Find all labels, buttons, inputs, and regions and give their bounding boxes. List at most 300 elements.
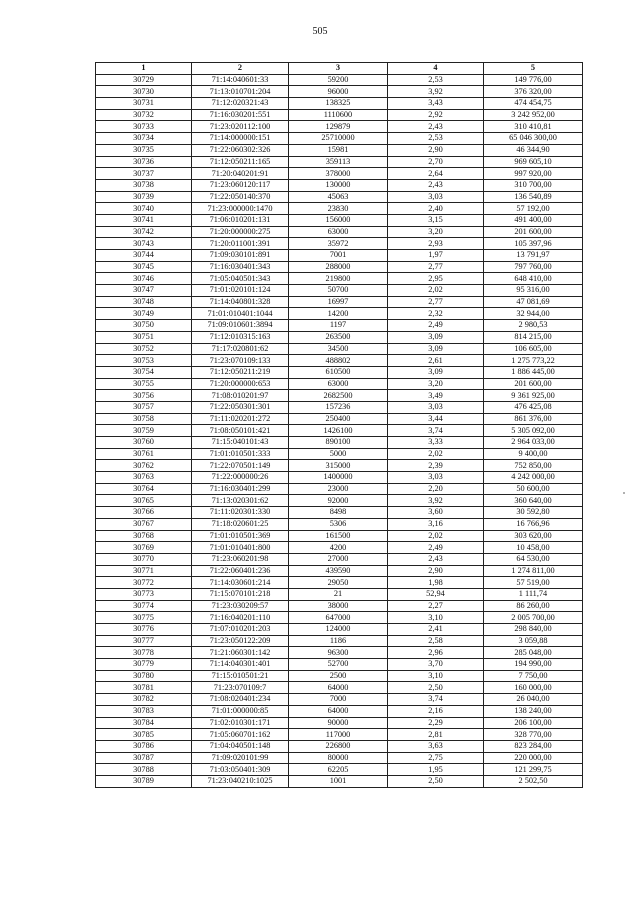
table-cell-col1: 30761 xyxy=(96,448,192,460)
table-cell-col4: 2,40 xyxy=(388,203,484,215)
table-cell-col1: 30738 xyxy=(96,179,192,191)
table-cell-col2: 71:22:070501:149 xyxy=(192,460,289,472)
table-cell-col3: 226800 xyxy=(289,740,388,752)
table-row xyxy=(96,577,583,589)
table-cell-col1: 30767 xyxy=(96,518,192,530)
table-cell-col3: 63000 xyxy=(289,378,388,390)
table-cell-col4: 3,09 xyxy=(388,331,484,343)
table-cell-col2: 71:23:060120:117 xyxy=(192,179,289,191)
table-cell-col4: 2,95 xyxy=(388,273,484,285)
table-cell-col2: 71:22:050301:301 xyxy=(192,401,289,413)
table-cell-col5: 136 540,89 xyxy=(484,191,583,203)
table-cell-col4: 2,75 xyxy=(388,752,484,764)
table-row xyxy=(96,109,583,121)
table-cell-col1: 30748 xyxy=(96,296,192,308)
table-cell-col2: 71:22:060302:326 xyxy=(192,144,289,156)
table-row xyxy=(96,331,583,343)
table-row xyxy=(96,378,583,390)
table-cell-col4: 3,92 xyxy=(388,495,484,507)
table-cell-col4: 3,20 xyxy=(388,378,484,390)
table-cell-col3: 80000 xyxy=(289,752,388,764)
table-cell-col5: 298 840,00 xyxy=(484,624,583,636)
table-cell-col2: 71:22:000000:26 xyxy=(192,472,289,484)
table-cell-col1: 30780 xyxy=(96,670,192,682)
table-cell-col5: 46 344,90 xyxy=(484,144,583,156)
table-cell-col5: 491 400,00 xyxy=(484,214,583,226)
table-body xyxy=(96,74,583,787)
data-table xyxy=(95,62,583,788)
table-cell-col3: 52700 xyxy=(289,659,388,671)
table-cell-col4: 3,74 xyxy=(388,425,484,437)
table-cell-col4: 2,90 xyxy=(388,144,484,156)
table-cell-col2: 71:14:000000:151 xyxy=(192,133,289,145)
table-row xyxy=(96,355,583,367)
table-cell-col5: 303 620,00 xyxy=(484,530,583,542)
table-cell-col2: 71:23:070109:133 xyxy=(192,355,289,367)
table-cell-col5: 360 640,00 xyxy=(484,495,583,507)
table-row xyxy=(96,98,583,110)
scan-speck xyxy=(623,492,625,494)
table-cell-col2: 71:20:000000:653 xyxy=(192,378,289,390)
table-cell-col4: 2,77 xyxy=(388,296,484,308)
table-row xyxy=(96,495,583,507)
table-cell-col5: 474 454,75 xyxy=(484,98,583,110)
table-cell-col1: 30771 xyxy=(96,565,192,577)
table-cell-col2: 71:08:050101:421 xyxy=(192,425,289,437)
table-cell-col3: 50700 xyxy=(289,285,388,297)
column-header-3: 3 xyxy=(289,63,388,75)
table-cell-col5: 328 770,00 xyxy=(484,729,583,741)
table-cell-col2: 71:05:060701:162 xyxy=(192,729,289,741)
table-cell-col2: 71:15:040101:43 xyxy=(192,437,289,449)
table-cell-col4: 2,64 xyxy=(388,168,484,180)
table-row xyxy=(96,460,583,472)
table-cell-col2: 71:11:020201:272 xyxy=(192,413,289,425)
table-cell-col4: 2,53 xyxy=(388,74,484,86)
table-cell-col5: 13 791,97 xyxy=(484,250,583,262)
table-cell-col1: 30760 xyxy=(96,437,192,449)
table-cell-col5: 2 980,53 xyxy=(484,320,583,332)
table-cell-col4: 2,02 xyxy=(388,530,484,542)
table-row xyxy=(96,226,583,238)
table-cell-col3: 90000 xyxy=(289,717,388,729)
table-row xyxy=(96,717,583,729)
table-cell-col5: 194 990,00 xyxy=(484,659,583,671)
table-cell-col4: 3,10 xyxy=(388,612,484,624)
table-cell-col2: 71:18:020601:25 xyxy=(192,518,289,530)
table-row xyxy=(96,670,583,682)
header-row xyxy=(96,63,583,75)
table-cell-col2: 71:22:060401:236 xyxy=(192,565,289,577)
table-cell-col5: 2 005 700,00 xyxy=(484,612,583,624)
table-row xyxy=(96,74,583,86)
table-cell-col2: 71:20:011001:391 xyxy=(192,238,289,250)
table-cell-col3: 1400000 xyxy=(289,472,388,484)
table-cell-col2: 71:14:030601:214 xyxy=(192,577,289,589)
table-cell-col3: 1110600 xyxy=(289,109,388,121)
table-cell-col1: 30772 xyxy=(96,577,192,589)
column-header-2: 2 xyxy=(192,63,289,75)
table-row xyxy=(96,682,583,694)
table-cell-col4: 2,92 xyxy=(388,109,484,121)
table-cell-col1: 30778 xyxy=(96,647,192,659)
table-row xyxy=(96,483,583,495)
table-cell-col3: 64000 xyxy=(289,705,388,717)
table-cell-col3: 27000 xyxy=(289,553,388,565)
table-cell-col1: 30757 xyxy=(96,401,192,413)
table-cell-col4: 1,98 xyxy=(388,577,484,589)
table-cell-col1: 30749 xyxy=(96,308,192,320)
table-cell-col5: 64 530,00 xyxy=(484,553,583,565)
table-cell-col2: 71:15:010501:21 xyxy=(192,670,289,682)
table-cell-col2: 71:16:030201:551 xyxy=(192,109,289,121)
table-cell-col3: 5000 xyxy=(289,448,388,460)
table-cell-col3: 647000 xyxy=(289,612,388,624)
table-row xyxy=(96,472,583,484)
table-cell-col5: 16 766,96 xyxy=(484,518,583,530)
table-cell-col2: 71:20:040201:91 xyxy=(192,168,289,180)
table-cell-col2: 71:01:010401:800 xyxy=(192,542,289,554)
table-cell-col2: 71:14:040601:33 xyxy=(192,74,289,86)
table-row xyxy=(96,752,583,764)
table-row xyxy=(96,156,583,168)
table-cell-col2: 71:09:020101:99 xyxy=(192,752,289,764)
table-cell-col5: 65 046 300,00 xyxy=(484,133,583,145)
table-cell-col1: 30732 xyxy=(96,109,192,121)
table-row xyxy=(96,343,583,355)
table-cell-col3: 250400 xyxy=(289,413,388,425)
table-cell-col3: 59200 xyxy=(289,74,388,86)
table-cell-col3: 14200 xyxy=(289,308,388,320)
table-cell-col4: 2,02 xyxy=(388,448,484,460)
column-header-1: 1 xyxy=(96,63,192,75)
table-cell-col4: 1,95 xyxy=(388,764,484,776)
table-row xyxy=(96,624,583,636)
table-row xyxy=(96,214,583,226)
table-cell-col2: 71:04:040501:148 xyxy=(192,740,289,752)
table-row xyxy=(96,144,583,156)
table-cell-col4: 2,96 xyxy=(388,647,484,659)
table-cell-col1: 30754 xyxy=(96,366,192,378)
table-cell-col4: 3,44 xyxy=(388,413,484,425)
table-cell-col2: 71:12:020321:43 xyxy=(192,98,289,110)
table-cell-col1: 30737 xyxy=(96,168,192,180)
table-row xyxy=(96,285,583,297)
table-cell-col2: 71:07:010201:203 xyxy=(192,624,289,636)
table-cell-col5: 1 274 811,00 xyxy=(484,565,583,577)
table-row xyxy=(96,507,583,519)
table-row xyxy=(96,308,583,320)
table-cell-col2: 71:17:020801:62 xyxy=(192,343,289,355)
table-cell-col1: 30785 xyxy=(96,729,192,741)
table-cell-col5: 648 410,00 xyxy=(484,273,583,285)
table-row xyxy=(96,729,583,741)
table-cell-col1: 30776 xyxy=(96,624,192,636)
table-cell-col2: 71:15:070101:218 xyxy=(192,588,289,600)
table-cell-col3: 1186 xyxy=(289,635,388,647)
table-cell-col4: 1,97 xyxy=(388,250,484,262)
table-cell-col1: 30779 xyxy=(96,659,192,671)
table-cell-col5: 4 242 000,00 xyxy=(484,472,583,484)
table-cell-col5: 138 240,00 xyxy=(484,705,583,717)
table-cell-col5: 57 519,00 xyxy=(484,577,583,589)
table-cell-col3: 23830 xyxy=(289,203,388,215)
table-cell-col2: 71:01:010501:333 xyxy=(192,448,289,460)
table-row xyxy=(96,401,583,413)
table-cell-col4: 2,43 xyxy=(388,121,484,133)
table-cell-col4: 52,94 xyxy=(388,588,484,600)
table-cell-col3: 161500 xyxy=(289,530,388,542)
table-cell-col5: 310 410,81 xyxy=(484,121,583,133)
table-cell-col2: 71:23:020112:100 xyxy=(192,121,289,133)
table-cell-col1: 30743 xyxy=(96,238,192,250)
table-cell-col1: 30730 xyxy=(96,86,192,98)
table-cell-col3: 25710000 xyxy=(289,133,388,145)
table-cell-col4: 2,41 xyxy=(388,624,484,636)
table-cell-col2: 71:03:050401:309 xyxy=(192,764,289,776)
table-cell-col3: 7000 xyxy=(289,694,388,706)
table-cell-col5: 30 592,80 xyxy=(484,507,583,519)
table-cell-col3: 15981 xyxy=(289,144,388,156)
table-cell-col2: 71:23:070109:7 xyxy=(192,682,289,694)
table-cell-col1: 30782 xyxy=(96,694,192,706)
table-cell-col1: 30752 xyxy=(96,343,192,355)
table-cell-col4: 2,27 xyxy=(388,600,484,612)
table-row xyxy=(96,612,583,624)
table-cell-col1: 30777 xyxy=(96,635,192,647)
table-cell-col4: 2,32 xyxy=(388,308,484,320)
table-cell-col3: 2500 xyxy=(289,670,388,682)
table-row xyxy=(96,635,583,647)
table-cell-col3: 890100 xyxy=(289,437,388,449)
table-cell-col1: 30744 xyxy=(96,250,192,262)
table-cell-col2: 71:08:010201:97 xyxy=(192,390,289,402)
table-cell-col5: 26 040,00 xyxy=(484,694,583,706)
table-cell-col5: 9 400,00 xyxy=(484,448,583,460)
table-cell-col4: 2,20 xyxy=(388,483,484,495)
table-cell-col4: 2,29 xyxy=(388,717,484,729)
table-cell-col1: 30742 xyxy=(96,226,192,238)
table-cell-col4: 3,09 xyxy=(388,343,484,355)
table-row xyxy=(96,261,583,273)
table-cell-col1: 30762 xyxy=(96,460,192,472)
table-row xyxy=(96,565,583,577)
table-cell-col2: 71:23:060201:98 xyxy=(192,553,289,565)
table-cell-col2: 71:13:010701:204 xyxy=(192,86,289,98)
table-cell-col2: 71:12:050211:219 xyxy=(192,366,289,378)
table-cell-col5: 105 397,96 xyxy=(484,238,583,250)
table-cell-col3: 610500 xyxy=(289,366,388,378)
table-row xyxy=(96,588,583,600)
table-cell-col1: 30759 xyxy=(96,425,192,437)
table-cell-col1: 30750 xyxy=(96,320,192,332)
table-cell-col3: 130000 xyxy=(289,179,388,191)
table-cell-col2: 71:22:050140:370 xyxy=(192,191,289,203)
table-cell-col5: 5 305 092,00 xyxy=(484,425,583,437)
table-cell-col2: 71:20:000000:275 xyxy=(192,226,289,238)
table-cell-col3: 63000 xyxy=(289,226,388,238)
table-row xyxy=(96,413,583,425)
table-cell-col3: 219800 xyxy=(289,273,388,285)
table-cell-col2: 71:01:010501:369 xyxy=(192,530,289,542)
table-cell-col1: 30784 xyxy=(96,717,192,729)
table-cell-col1: 30770 xyxy=(96,553,192,565)
table-cell-col4: 2,53 xyxy=(388,133,484,145)
table-cell-col3: 16997 xyxy=(289,296,388,308)
table-cell-col1: 30768 xyxy=(96,530,192,542)
table-cell-col4: 2,16 xyxy=(388,705,484,717)
table-cell-col5: 220 000,00 xyxy=(484,752,583,764)
table-cell-col4: 3,03 xyxy=(388,191,484,203)
table-row xyxy=(96,320,583,332)
table-cell-col4: 2,93 xyxy=(388,238,484,250)
table-cell-col5: 7 750,00 xyxy=(484,670,583,682)
table-cell-col4: 3,60 xyxy=(388,507,484,519)
table-cell-col1: 30773 xyxy=(96,588,192,600)
table-cell-col1: 30755 xyxy=(96,378,192,390)
table-cell-col4: 2,43 xyxy=(388,179,484,191)
table-cell-col1: 30729 xyxy=(96,74,192,86)
table-cell-col4: 2,50 xyxy=(388,682,484,694)
table-cell-col2: 71:12:010315:163 xyxy=(192,331,289,343)
table-cell-col4: 2,43 xyxy=(388,553,484,565)
table-cell-col5: 50 600,00 xyxy=(484,483,583,495)
table-cell-col5: 376 320,00 xyxy=(484,86,583,98)
table-row xyxy=(96,740,583,752)
table-cell-col1: 30765 xyxy=(96,495,192,507)
table-cell-col3: 34500 xyxy=(289,343,388,355)
table-cell-col5: 476 425,08 xyxy=(484,401,583,413)
table-row xyxy=(96,191,583,203)
table-cell-col1: 30734 xyxy=(96,133,192,145)
table-cell-col4: 2,70 xyxy=(388,156,484,168)
table-cell-col2: 71:23:040210:1025 xyxy=(192,775,289,787)
table-cell-col4: 2,49 xyxy=(388,542,484,554)
table-cell-col2: 71:23:030209:57 xyxy=(192,600,289,612)
table-cell-col1: 30740 xyxy=(96,203,192,215)
table-cell-col4: 2,90 xyxy=(388,565,484,577)
table-cell-col5: 3 059,88 xyxy=(484,635,583,647)
table-cell-col5: 997 920,00 xyxy=(484,168,583,180)
table-cell-col3: 4200 xyxy=(289,542,388,554)
table-cell-col3: 45063 xyxy=(289,191,388,203)
table-cell-col1: 30783 xyxy=(96,705,192,717)
table-cell-col4: 2,81 xyxy=(388,729,484,741)
table-row xyxy=(96,659,583,671)
table-cell-col4: 2,02 xyxy=(388,285,484,297)
table-cell-col3: 92000 xyxy=(289,495,388,507)
table-cell-col2: 71:05:040501:343 xyxy=(192,273,289,285)
table-cell-col5: 9 361 925,00 xyxy=(484,390,583,402)
table-cell-col2: 71:01:020101:124 xyxy=(192,285,289,297)
table-cell-col5: 201 600,00 xyxy=(484,226,583,238)
table-cell-col5: 10 458,00 xyxy=(484,542,583,554)
table-cell-col1: 30758 xyxy=(96,413,192,425)
table-cell-col1: 30731 xyxy=(96,98,192,110)
table-cell-col3: 288000 xyxy=(289,261,388,273)
table-cell-col4: 3,10 xyxy=(388,670,484,682)
table-cell-col4: 3,74 xyxy=(388,694,484,706)
table-cell-col3: 378000 xyxy=(289,168,388,180)
table-row xyxy=(96,86,583,98)
table-cell-col3: 263500 xyxy=(289,331,388,343)
table-row xyxy=(96,553,583,565)
table-row xyxy=(96,437,583,449)
table-cell-col4: 2,61 xyxy=(388,355,484,367)
table-cell-col1: 30735 xyxy=(96,144,192,156)
table-cell-col2: 71:16:040201:110 xyxy=(192,612,289,624)
table-cell-col3: 35972 xyxy=(289,238,388,250)
table-cell-col4: 2,50 xyxy=(388,775,484,787)
table-cell-col1: 30756 xyxy=(96,390,192,402)
table-row xyxy=(96,764,583,776)
table-cell-col1: 30739 xyxy=(96,191,192,203)
table-cell-col2: 71:16:030401:299 xyxy=(192,483,289,495)
table-cell-col3: 62205 xyxy=(289,764,388,776)
table-cell-col1: 30741 xyxy=(96,214,192,226)
table-cell-col5: 310 700,00 xyxy=(484,179,583,191)
table-cell-col3: 23000 xyxy=(289,483,388,495)
table-cell-col1: 30751 xyxy=(96,331,192,343)
table-cell-col5: 752 850,00 xyxy=(484,460,583,472)
table-cell-col2: 71:14:040801:328 xyxy=(192,296,289,308)
table-cell-col4: 3,92 xyxy=(388,86,484,98)
table-cell-col2: 71:21:060301:142 xyxy=(192,647,289,659)
table-row xyxy=(96,518,583,530)
table-cell-col1: 30781 xyxy=(96,682,192,694)
table-cell-col2: 71:08:020401:234 xyxy=(192,694,289,706)
table-cell-col4: 3,20 xyxy=(388,226,484,238)
table-cell-col5: 1 886 445,00 xyxy=(484,366,583,378)
table-cell-col2: 71:23:000000:1470 xyxy=(192,203,289,215)
table-cell-col5: 2 502,50 xyxy=(484,775,583,787)
column-header-4: 4 xyxy=(388,63,484,75)
table-row xyxy=(96,203,583,215)
table-cell-col3: 315000 xyxy=(289,460,388,472)
table-cell-col4: 2,49 xyxy=(388,320,484,332)
table-cell-col3: 1001 xyxy=(289,775,388,787)
table-cell-col5: 969 605,10 xyxy=(484,156,583,168)
table-cell-col3: 1426100 xyxy=(289,425,388,437)
table-cell-col4: 3,09 xyxy=(388,366,484,378)
table-cell-col5: 1 111,74 xyxy=(484,588,583,600)
table-cell-col3: 129879 xyxy=(289,121,388,133)
table-cell-col3: 138325 xyxy=(289,98,388,110)
table-row xyxy=(96,133,583,145)
table-cell-col5: 206 100,00 xyxy=(484,717,583,729)
table-row xyxy=(96,121,583,133)
table-row xyxy=(96,168,583,180)
table-cell-col4: 3,49 xyxy=(388,390,484,402)
table-cell-col5: 2 964 033,00 xyxy=(484,437,583,449)
table-cell-col2: 71:16:030401:343 xyxy=(192,261,289,273)
table-cell-col5: 149 776,00 xyxy=(484,74,583,86)
table-cell-col2: 71:12:050211:165 xyxy=(192,156,289,168)
table-cell-col4: 2,58 xyxy=(388,635,484,647)
column-header-5: 5 xyxy=(484,63,583,75)
table-cell-col3: 1197 xyxy=(289,320,388,332)
table-cell-col3: 439590 xyxy=(289,565,388,577)
table-cell-col2: 71:02:010301:171 xyxy=(192,717,289,729)
table-cell-col3: 8498 xyxy=(289,507,388,519)
table-cell-col5: 797 760,00 xyxy=(484,261,583,273)
table-cell-col3: 7001 xyxy=(289,250,388,262)
table-row xyxy=(96,530,583,542)
table-cell-col3: 124000 xyxy=(289,624,388,636)
table-row xyxy=(96,694,583,706)
table-cell-col5: 823 284,00 xyxy=(484,740,583,752)
table-cell-col2: 71:01:000000:85 xyxy=(192,705,289,717)
